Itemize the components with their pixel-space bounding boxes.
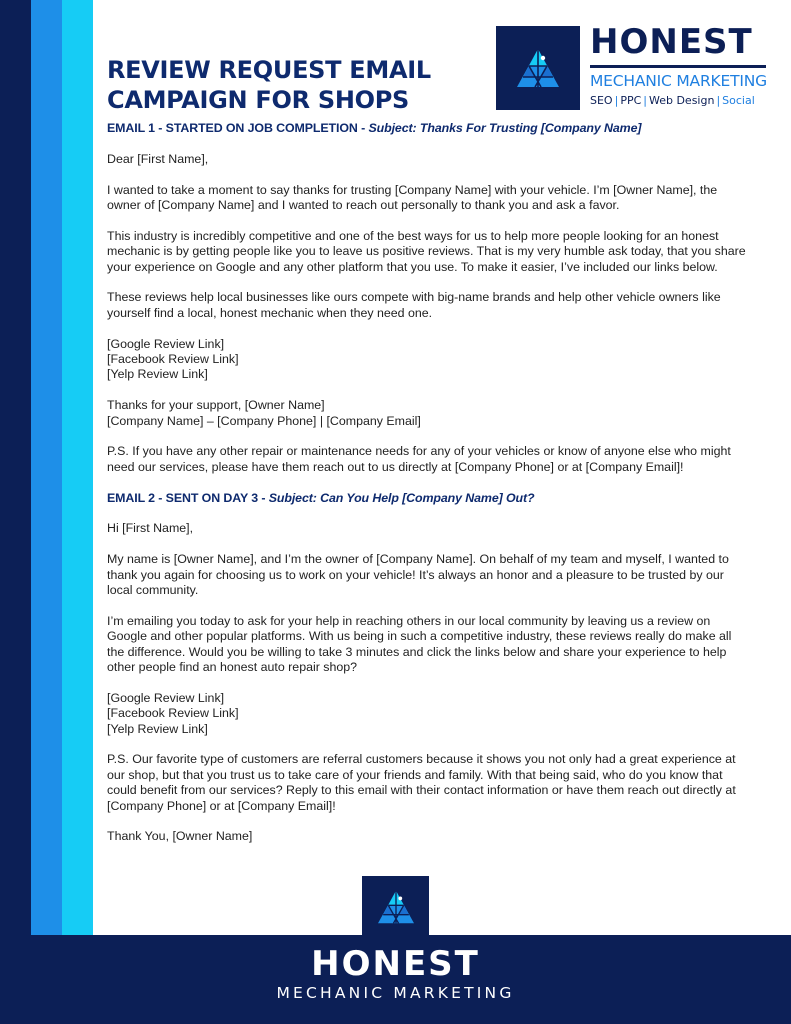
triangle-mountain-logo-icon	[515, 47, 561, 89]
email-1-paragraph-2: This industry is incredibly competitive and one of the best ways for us to help more people looking for an honest mechanic is by getting people like you to leave us positive reviews. That is my very humble ask today, that you share your experience on Google and any other platform that you use. To make it easier, I’ve included our links below.	[107, 228, 746, 274]
email-2-heading	[107, 491, 747, 506]
logo-service-tags	[590, 94, 755, 108]
email-1-greeting: Dear [First Name],	[107, 151, 209, 166]
logo-wordmark: HONEST	[590, 22, 753, 62]
header-logo	[496, 22, 768, 110]
facebook-review-link: [Facebook Review Link]	[107, 352, 239, 367]
email-1-subject: Subject: Thanks For Trusting [Company Name]	[368, 121, 642, 135]
left-stripe-navy	[0, 0, 31, 935]
document-title	[107, 55, 431, 115]
footer-wordmark: HONEST	[311, 944, 480, 984]
email-1-signature	[107, 398, 747, 429]
tag-separator: |	[643, 94, 647, 107]
tag-separator: |	[716, 94, 721, 107]
footer-subtitle: MECHANIC MARKETING	[276, 984, 515, 1002]
email-2-subject: Subject: Can You Help [Company Name] Out?	[268, 490, 535, 505]
email-2-greeting: Hi [First Name],	[107, 521, 194, 536]
logo-mark	[496, 26, 580, 110]
document-title-line-1: REVIEW REQUEST EMAIL	[107, 56, 431, 84]
email-2-paragraph-2: I’m emailing you today to ask for your help in reaching others in our local community by leaving us a review on Google and other popular platforms. With us being in such a competitive industry, these reviews really do make all the difference. Would you be willing to take 3 minutes and click the links below and share your experience to help other people find an honest auto repair shop?	[107, 613, 732, 675]
email-2-label: EMAIL 2 - SENT ON DAY 3 -	[107, 490, 269, 505]
document-body	[107, 121, 747, 860]
tag-seo: SEO	[590, 94, 613, 107]
document-title-line-2: CAMPAIGN FOR SHOPS	[107, 86, 409, 114]
email-1-paragraph-1: I wanted to take a moment to say thanks for trusting [Company Name] with your vehicle. I’m [Owner Name], the owner of [Company Name] and I wanted to reach out personally to thank you and ask a favor.	[107, 182, 718, 212]
footer-logo-mark	[362, 876, 429, 938]
tag-social: Social	[722, 94, 755, 107]
email-2-postscript: P.S. Our favorite type of customers are referral customers because it shows you not only had a great experience at our shop, but that you trust us to take care of your friends and family. With that being said, who do you know that could benefit from our services? Reply to this email with their contact information or have them reach out directly at [Company Phone] or at [Company Email]!	[107, 752, 736, 813]
triangle-mountain-logo-icon	[376, 889, 416, 925]
email-1-label: EMAIL 1 - STARTED ON JOB COMPLETION -	[107, 121, 369, 135]
tag-ppc: PPC	[620, 94, 642, 107]
email-1-sign-line-2: [Company Name] – [Company Phone] | [Company Email]	[107, 413, 421, 428]
left-stripe-blue	[31, 0, 62, 935]
logo-divider	[590, 65, 766, 68]
google-review-link: [Google Review Link]	[107, 336, 225, 351]
yelp-review-link: [Yelp Review Link]	[107, 721, 208, 736]
email-1-review-links	[107, 337, 747, 383]
tag-web-design: Web Design	[648, 94, 715, 107]
logo-subtitle: MECHANIC MARKETING	[590, 72, 767, 90]
tag-separator: |	[614, 94, 619, 107]
email-1-paragraph-3: These reviews help local businesses like ours compete with big-name brands and help other vehicle owners like yourself find a local, honest mechanic when they need one.	[107, 290, 721, 320]
email-1-heading	[107, 121, 747, 136]
email-2-signature: Thank You, [Owner Name]	[107, 829, 253, 844]
left-stripe-cyan	[62, 0, 93, 935]
email-1-sign-line-1: Thanks for your support, [Owner Name]	[107, 398, 325, 413]
email-1-postscript: P.S. If you have any other repair or maintenance needs for any of your vehicles or know of anyone else who might need our services, please have them reach out to us directly at [Company Phone] or at [Company Email]!	[107, 444, 731, 474]
email-2-review-links	[107, 691, 747, 737]
yelp-review-link: [Yelp Review Link]	[107, 367, 208, 382]
email-2-paragraph-1: My name is [Owner Name], and I’m the owner of [Company Name]. On behalf of my team and myself, I wanted to thank you again for choosing us to work on your vehicle! It’s always an honor and a pleasure to be trusted by our local community.	[107, 552, 729, 598]
google-review-link: [Google Review Link]	[107, 690, 225, 705]
facebook-review-link: [Facebook Review Link]	[107, 706, 239, 721]
